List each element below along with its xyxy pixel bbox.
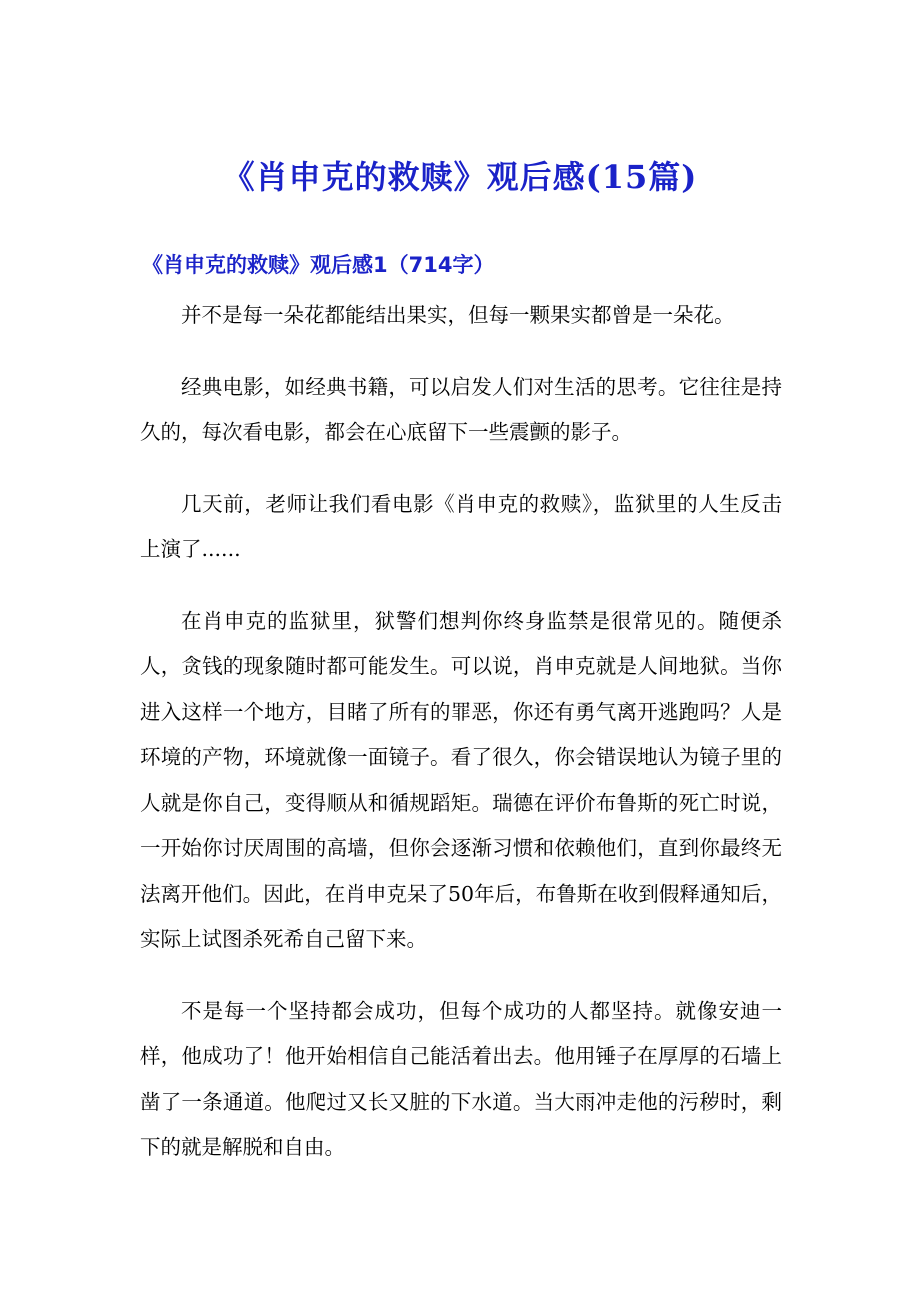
section-heading: 《肖申克的救赎》观后感1（714字）: [142, 253, 495, 278]
paragraph: 经典电影，如经典书籍，可以启发人们对生活的思考。它往往是持久的，每次看电影，都会在心底留下一些震颤的影子。: [140, 374, 782, 444]
paragraph: 在肖申克的监狱里，狱警们想判你终身监禁是很常见的。随便杀人，贪钱的现象随时都可能发生。可以说，肖申克就是人间地狱。当你进入这样一个地方，目睹了所有的罪恶，你还有勇气离开逃跑吗？人是环境的产物，环境就像一面镜子。看了很久，你会错误地认为镜子里的人就是你自己，变得顺从和循规蹈矩。瑞德在评价布鲁斯的死亡时说，一开始你讨厌周围的高墙，但你会逐渐习惯和依赖他们，直到你最终无法离开他们。因此，在肖申克呆了50年后，布鲁斯在收到假释通知后，实际上试图杀死希自己留下来。: [140, 608, 782, 951]
paragraph: 不是每一个坚持都会成功，但每个成功的人都坚持。就像安迪一样，他成功了！他开始相信自己能活着出去。他用锤子在厚厚的石墙上凿了一条通道。他爬过又长又脏的下水道。当大雨冲走他的污秽时，剩下的就是解脱和自由。: [140, 998, 782, 1159]
document-body: [140, 293, 782, 1197]
paragraph: 几天前，老师让我们看电影《肖申克的救赎》，监狱里的人生反击上演了......: [140, 491, 782, 561]
paragraph: 并不是每一朵花都能结出果实，但每一颗果实都曾是一朵花。: [181, 303, 735, 327]
document-title: 《肖申克的救赎》观后感(15篇): [222, 158, 698, 197]
